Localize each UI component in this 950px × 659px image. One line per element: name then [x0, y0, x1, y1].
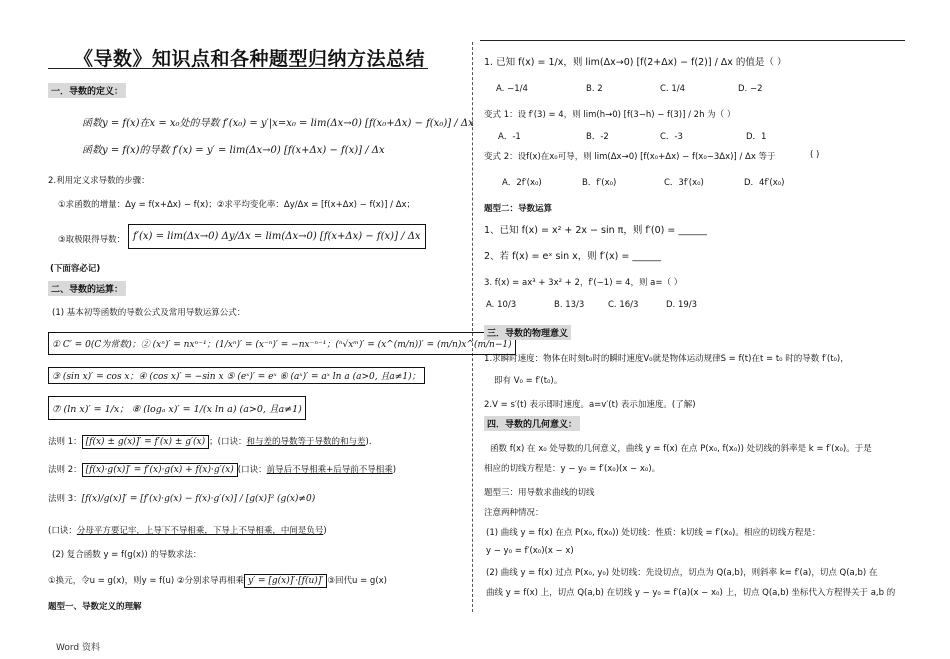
rule-1-tip-suffix: ). — [365, 437, 372, 447]
type-2-q1: 1、已知 f(x) = x² + 2x − sin π，则 f′(0) = ______ — [484, 225, 707, 236]
variant-2-paren: ( ) — [810, 150, 820, 160]
t2q3-option-c: C. 16/3 — [608, 300, 639, 310]
geometry-1: 函数 f(x) 在 x₀ 处导数的几何意义，曲线 y = f(x) 在点 P(x₀, f(x₀)) 处切线的斜率是 k = f′(x₀)。于是 — [490, 444, 872, 454]
rule-3-label: 法则 3： — [48, 494, 82, 504]
rule-3-tip: 分母平方要记牢，上导下不导相乘，下导上不导相乘，中间是负号 — [76, 526, 324, 536]
memorize-note: (下面容必记) — [50, 264, 101, 274]
q1-option-a: A. −1/4 — [496, 84, 528, 94]
type-1-heading: 题型一、导数定义的理解 — [48, 602, 142, 612]
section-heading-definition: 一．导数的定义： — [48, 83, 126, 98]
t2q3-option-b: B. 13/3 — [554, 300, 585, 310]
composite-title: (2) 复合函数 y = f(g(x)) 的导数求法： — [52, 550, 202, 560]
question-1: 1. 已知 f(x) = 1/x，则 lim(Δx→0) [f(2+Δx) − f(2)] / Δx 的值是（ ） — [484, 57, 787, 68]
case-2b: 曲线 y = f(x) 上，切点 Q(a,b) 在切线 y − y₀ = f′(a)(x − x₀) 上，切点 Q(a,b) 坐标代入方程得关于 a,b 的 — [486, 588, 896, 598]
v2-option-a: A．2f′(x₀) — [502, 178, 542, 188]
rule-1-tip-prefix: ；(口诀： — [209, 437, 247, 447]
step-3-formula: f′(x) = lim(Δx→0) Δy/Δx = lim(Δx→0) [f(x+Δx) − f(x)] / Δx — [128, 224, 426, 249]
v1-option-a: A．-1 — [498, 132, 521, 142]
basic-formulas-title: (1) 基本初等函数的导数公式及常用导数运算公式： — [52, 308, 246, 318]
rule-2-tip: 前导后不导相乘+后导前不导相乘 — [266, 465, 393, 475]
title-rule — [48, 68, 428, 69]
page-title: 《导数》知识点和各种题型归纳方法总结 — [74, 48, 426, 70]
v1-option-b: B．-2 — [586, 132, 609, 142]
rule-1-formula: [f(x) ± g(x)]′ = f′(x) ± g′(x) — [82, 435, 210, 449]
type-2-q3: 3. f(x) = ax³ + 3x² + 2，f′(−1) = 4，则 a=（ ） — [484, 278, 683, 288]
rule-1 — [48, 435, 372, 447]
physics-2: 2.V = s′(t) 表示即时速度。a=v′(t) 表示加速度。(了解) — [484, 400, 696, 410]
right-top-rule — [480, 40, 905, 41]
q1-option-d: D. −2 — [738, 84, 763, 94]
variant-1: 变式 1：设 f′(3) = 4，则 lim(h→0) [f(3−h) − f(3)] / 2h 为（ ） — [484, 110, 736, 120]
t2q3-option-d: D. 19/3 — [666, 300, 698, 310]
type-2-heading: 题型二：导数运算 — [484, 204, 553, 214]
steps-1-2: ①求函数的增量：Δy = f(x+Δx) − f(x)；②求平均变化率：Δy/Δx = [f(x+Δx) − f(x)] / Δx； — [58, 200, 416, 210]
physics-1: 1.求瞬时速度：物体在时刻t₀时的瞬时速度V₀就是物体运动规律S = f(t)在t = t₀ 时的导数 f′(t₀)， — [484, 354, 849, 364]
case-1b: y − y₀ = f′(x₀)(x − x) — [486, 546, 574, 556]
v2-option-d: D．4f′(x₀) — [744, 178, 785, 188]
definition-derivative: 函数y = f(x)的导数 f′(x) = y′ = lim(Δx→0) [f(x+Δx) − f(x)] / Δx — [82, 145, 385, 156]
composite-steps — [48, 574, 387, 586]
rule-1-label: 法则 1： — [48, 437, 82, 447]
type-2-q2: 2、若 f(x) = eˣ sin x，则 f′(x) = ______ — [484, 251, 661, 262]
page-footer: Word 资料 — [56, 643, 100, 653]
formula-row-3: ⑦ (ln x)′ = 1/x； ⑧ (logₐ x)′ = 1/(x ln a) (a>0, 且a≠1) — [48, 396, 306, 420]
type-3-heading: 题型三：用导数求曲线的切线 — [484, 488, 595, 498]
v2-option-b: B．f′(x₀) — [582, 178, 617, 188]
rule-3-formula: [f(x)/g(x)]′ = [f′(x)·g(x) − f(x)·g′(x)] / [g(x)]² (g(x)≠0) — [81, 494, 316, 504]
step-3-label: ③取极限得导数： — [58, 235, 126, 245]
composite-steps-box: y′ = [g(x)]′·[f(u)]′ — [244, 574, 327, 588]
rule-2 — [48, 463, 396, 475]
rule-3 — [48, 492, 315, 504]
two-cases-note: 注意两种情况： — [484, 508, 544, 518]
composite-steps-a: ①换元，令u = g(x)，则y = f(u) ②分别求导再相乘 — [48, 576, 244, 586]
geometry-1b: 相应的切线方程是：y − y₀ = f′(x₀)(x − x₀)。 — [484, 464, 661, 474]
rule-2-label: 法则 2： — [48, 465, 82, 475]
section-heading-geometry: 四．导数的几何意义： — [484, 416, 580, 431]
rule-3-tip-line — [48, 524, 327, 536]
rule-2-tip-suffix: ) — [392, 465, 397, 475]
section-heading-physics: 三．导数的物理意义 — [484, 325, 571, 340]
composite-steps-b: ③回代u = g(x) — [327, 576, 387, 586]
case-1: (1) 曲线 y = f(x) 在点 P(x₀, f(x₀)) 处切线：性质：k切线 = f′(x₀)。相应的切线方程是： — [486, 528, 821, 538]
section-heading-operations: 二、导数的运算： — [48, 281, 126, 296]
v1-option-c: C．-3 — [660, 132, 683, 142]
case-2: (2) 曲线 y = f(x) 过点 P(x₀, y₀) 处切线：先设切点，切点为 Q(a,b)，则斜率 k= f′(a)，切点 Q(a,b) 在 — [486, 568, 878, 578]
v2-option-c: C．3f′(x₀) — [664, 178, 704, 188]
rule-2-formula: [f(x)·g(x)]′ = f′(x)·g(x) + f(x)·g′(x) — [82, 463, 238, 477]
q1-option-b: B. 2 — [586, 84, 603, 94]
rule-3-tip-suffix: ) — [323, 526, 327, 536]
formula-row-2: ③ (sin x)′ = cos x；④ (cos x)′ = −sin x ⑤ (eˣ)′ = eˣ ⑥ (aˣ)′ = aˣ ln a (a>0, 且a≠1)； — [48, 367, 425, 384]
rule-2-tip-prefix: (口诀： — [237, 465, 267, 475]
q1-option-c: C. 1/4 — [660, 84, 686, 94]
rule-3-tip-prefix: (口诀： — [48, 526, 77, 536]
formula-row-1: ① C′ = 0(C为常数)；② (xⁿ)′ = nxⁿ⁻¹；(1/xⁿ)′ = (x⁻ⁿ)′ = −nx⁻ⁿ⁻¹；(ⁿ√xᵐ)′ = (x^(m/n))′ = (m/n)x^(m/n−1) — [48, 332, 516, 355]
steps-title: 2.利用定义求导数的步骤： — [48, 176, 150, 186]
definition-at-point: 函数y = f(x)在x = x₀处的导数 f′(x₀) = y′|x=x₀ = lim(Δx→0) [f(x₀+Δx) − f(x₀)] / Δx — [82, 118, 474, 129]
physics-1b: 即有 V₀ = f′(t₀)。 — [494, 376, 563, 386]
variant-2: 变式 2：设f(x)在x₀可导，则 lim(Δx→0) [f(x₀+Δx) − f(x₀−3Δx)] / Δx 等于 — [484, 152, 776, 162]
v1-option-d: D．1 — [746, 132, 767, 142]
rule-1-tip: 和与差的导数等于导数的和与差 — [246, 437, 366, 447]
t2q3-option-a: A. 10/3 — [486, 300, 517, 310]
